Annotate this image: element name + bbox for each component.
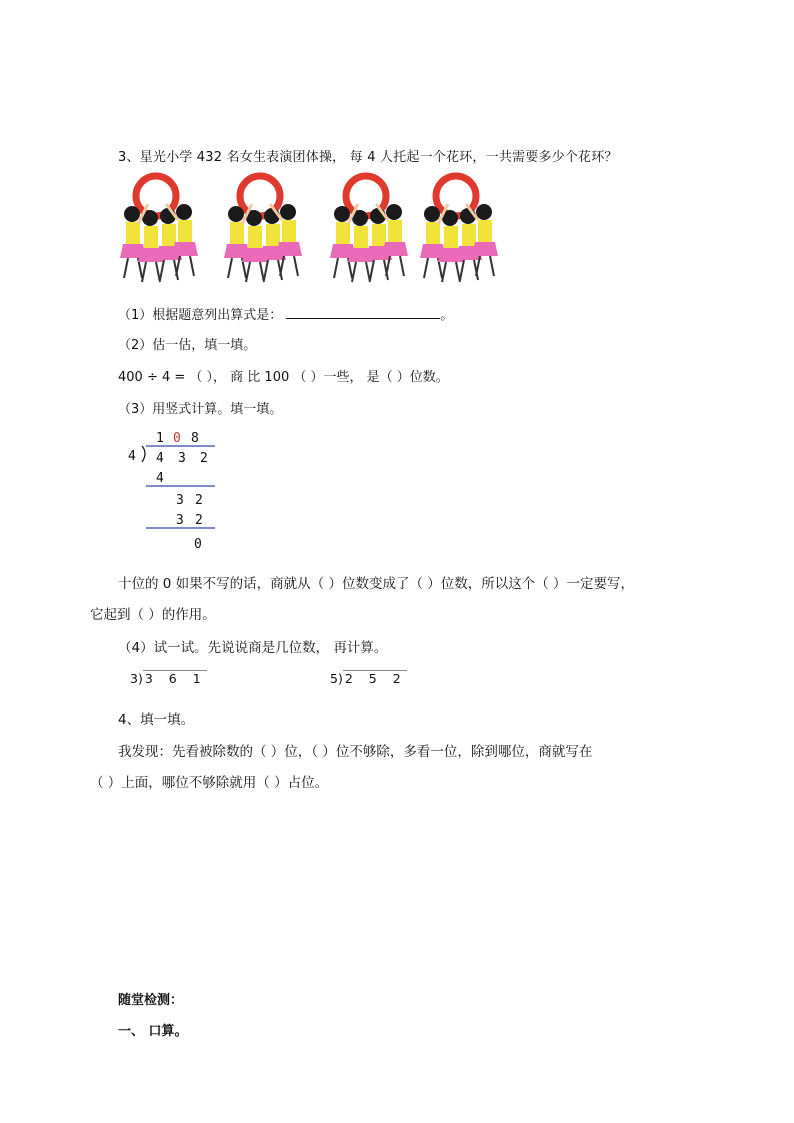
- exercise-a-dividend: 3 6 1: [144, 671, 207, 686]
- quotient-digit: 8: [191, 431, 199, 446]
- dividend-digit: 2: [200, 451, 208, 466]
- discovery-line-1: 我发现：先看被除数的（ ）位，（ ）位不够除，多看一位，除到哪位，商就写在: [118, 744, 593, 760]
- exercise-a-divisor: 3: [130, 671, 138, 686]
- girls-wreath-illustration: [118, 170, 498, 290]
- explain-zero-line-2: 它起到（ ）的作用。: [90, 607, 216, 623]
- exercise-division-b: [330, 670, 407, 686]
- quotient-digit-zero: 0: [173, 431, 181, 446]
- explain-zero-line-1: 十位的 0 如果不写的话，商就从（ ）位数变成了（ ）位数，所以这个（ ）一定要写，: [118, 576, 635, 592]
- divisor: 4: [128, 449, 136, 464]
- quiz-section-oral: 一、 口算。: [118, 1024, 188, 1039]
- question-3-part-3: （3）用竖式计算。填一填。: [118, 402, 283, 417]
- question-4-title: 4、填一填。: [118, 712, 195, 728]
- division-bracket-icon: ): [137, 671, 143, 686]
- estimate-line: 400 ÷ 4 = （ ）， 商 比 100 （ ）一些， 是（ ）位数。: [118, 370, 449, 385]
- step-subtract-4: 4: [156, 471, 164, 486]
- question-3-stem: 3、星光小学 432 名女生表演团体操， 每 4 人托起一个花环，一共需要多少个花环？: [118, 150, 618, 165]
- question-3-part-1: [118, 304, 453, 323]
- division-bracket-icon: ): [337, 671, 343, 686]
- exercise-division-a: [130, 670, 207, 686]
- part-1-label: （1）根据题意列出算式是：: [118, 308, 283, 323]
- step-bring-down: 2: [195, 493, 203, 508]
- exercise-b-dividend: 2 5 2: [344, 671, 407, 686]
- question-3-part-2: （2）估一估，填一填。: [118, 338, 257, 353]
- question-3-part-4: （4）试一试。先说说商是几位数， 再计算。: [118, 640, 388, 656]
- dividend-digit: 3: [178, 451, 186, 466]
- remainder: 0: [194, 537, 202, 552]
- quiz-title: 随堂检测：: [118, 993, 184, 1008]
- discovery-line-2: （ ）上面，哪位不够除就用（ ）占位。: [90, 775, 329, 791]
- step-subtract-32: 2: [195, 513, 203, 528]
- answer-blank-line[interactable]: [286, 306, 440, 319]
- part-1-end: 。: [440, 308, 454, 323]
- step-subtract-32: 3: [176, 513, 184, 528]
- quotient-digit: 1: [156, 431, 164, 446]
- step-bring-down: 3: [176, 493, 184, 508]
- long-division-432-by-4: [120, 424, 230, 559]
- dividend-digit: 4: [156, 451, 164, 466]
- exercise-b-divisor: 5: [330, 671, 338, 686]
